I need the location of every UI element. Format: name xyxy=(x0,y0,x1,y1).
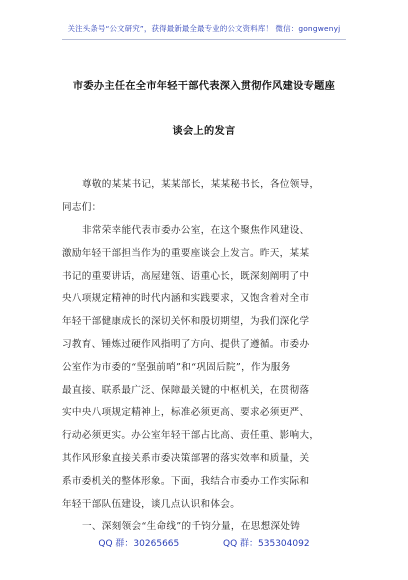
document-title-line-2: 谈会上的发言 xyxy=(172,126,236,137)
body-line: 公室作为市委的“坚强前哨”和“巩固后院”，作为服务 xyxy=(62,362,291,373)
body-line: 激励年轻干部担当作为的重要座谈会上发言。昨天，某某 xyxy=(62,248,310,259)
body-line: 系市委机关的整体形象。下面，我结合市委办工作实际和 xyxy=(62,476,310,487)
body-line: 年轻干部队伍建设，谈几点认识和体会。 xyxy=(62,499,241,510)
body-line: 书记的重要讲话，高屋建瓴、语重心长，既深刻阐明了中 xyxy=(62,271,310,282)
body-line: 尊敬的某某书记，某某部长，某某秘书长，各位领导， xyxy=(82,179,320,190)
body-line: 习教育、锤炼过硬作风指明了方向、提供了遵循。市委办 xyxy=(62,339,310,350)
body-line: 非常荣幸能代表市委办公室，在这个聚焦作风建设、 xyxy=(82,225,310,236)
body-line: 年轻干部健康成长的深切关怀和殷切期望，为我们深化学 xyxy=(62,316,310,327)
footer-qq-group-2: QQ 群：535304092 xyxy=(223,539,310,549)
header-rule xyxy=(62,39,346,40)
body-line: 最直接、联系最广泛、保障最关键的中枢机关，在贯彻落 xyxy=(62,385,310,396)
body-line: 一、深刻领会“生命线”的千钧分量，在思想深处铸 xyxy=(82,521,301,532)
footer-contact xyxy=(0,536,408,549)
body-line: 央八项规定精神的时代内涵和实践要求，又饱含着对全市 xyxy=(62,293,310,304)
body-line: 行动必须更实。办公室年轻干部占比高、责任重、影响大， xyxy=(62,430,320,441)
body-line: 实中央八项规定精神上，标准必须更高、要求必须更严、 xyxy=(62,407,310,418)
header-banner: 关注头条号“公文研究”，获得最新最全最专业的公文资料库！ 微信：gongwenyj xyxy=(67,24,341,33)
document-title-line-1: 市委办主任在全市年轻干部代表深入贯彻作风建设专题座 xyxy=(72,81,336,92)
footer-qq-group-1: QQ 群：30265665 xyxy=(98,539,180,549)
body-line: 同志们： xyxy=(62,202,102,213)
body-line: 其作风形象直接关系市委决策部署的落实效率和质量，关 xyxy=(62,453,310,464)
